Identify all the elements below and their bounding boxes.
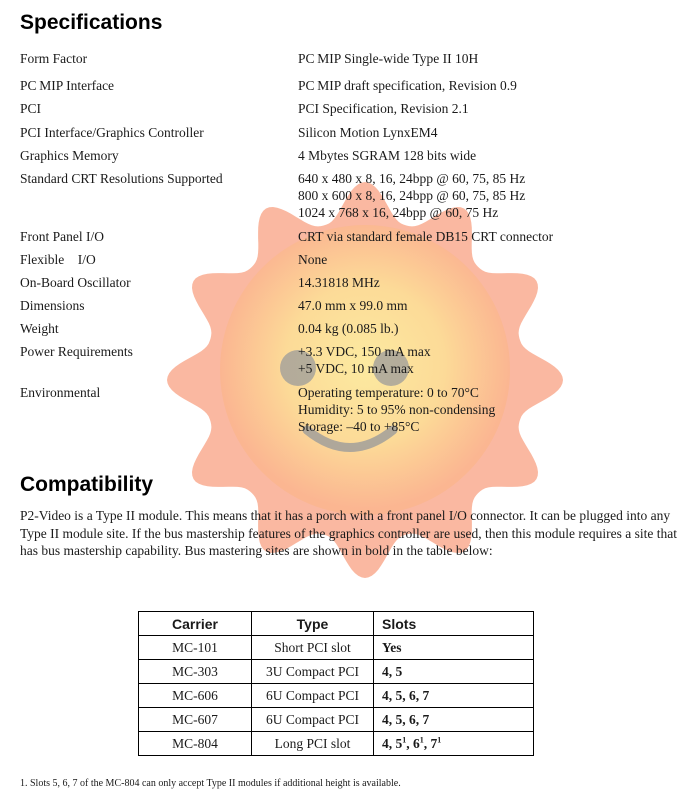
spec-value <box>298 384 680 435</box>
spec-value <box>298 170 680 221</box>
spec-value-line: 1024 x 768 x 16, 24bpp @ 60, 75 Hz <box>298 205 499 220</box>
slots-text: 4, 5 <box>382 663 403 679</box>
spec-value <box>298 100 680 117</box>
spec-value-line: Humidity: 5 to 95% non-condensing <box>298 402 496 417</box>
spec-label: Standard CRT Resolutions Supported <box>20 171 223 186</box>
compatibility-paragraph: P2-Video is a Type II module. This means that it has a porch with a front panel I/O connector. It can be plugged into any Type II module site. If the bus mastership features of the graphics controller are used, then this module requires a site that has bus mastership capability. Bus mastering sites are shown in bold in the table below: <box>20 508 677 558</box>
spec-row <box>20 124 680 141</box>
spec-label: Graphics Memory <box>20 148 119 163</box>
spec-label: PCI <box>20 101 42 116</box>
slots-text: , 6 <box>406 735 420 751</box>
spec-row <box>20 147 680 164</box>
spec-value <box>298 228 680 245</box>
spec-row <box>20 100 680 117</box>
slots-cell <box>374 708 534 732</box>
spec-label: Front Panel I/O <box>20 229 104 244</box>
spec-value-line: 640 x 480 x 8, 16, 24bpp @ 60, 75, 85 Hz <box>298 171 526 186</box>
table-row <box>139 684 534 708</box>
table-row <box>139 660 534 684</box>
spec-row <box>20 297 680 314</box>
carrier-cell: MC-606 <box>139 684 252 708</box>
spec-row <box>20 50 680 67</box>
spec-value-line: Storage: –40 to +85°C <box>298 419 420 434</box>
spec-value <box>298 251 680 268</box>
type-column-header: Type <box>252 612 374 636</box>
slots-cell <box>374 684 534 708</box>
spec-label: PC MIP Interface <box>20 78 115 93</box>
spec-value-line: None <box>298 252 328 267</box>
spec-label: Weight <box>20 321 59 336</box>
slots-text: , 7 <box>423 735 438 751</box>
spec-value <box>298 50 680 67</box>
spec-value-line: +5 VDC, 10 mA max <box>298 361 414 376</box>
spec-value-line: 800 x 600 x 8, 16, 24bpp @ 60, 75, 85 Hz <box>298 188 526 203</box>
spec-label: On-Board Oscillator <box>20 275 131 290</box>
footnote-marker: 1 <box>402 735 407 744</box>
table-row <box>139 732 534 756</box>
slots-cell <box>374 636 534 660</box>
spec-value-line: PC MIP Single-wide Type II 10H <box>298 51 479 66</box>
compatibility-heading: Compatibility <box>20 473 154 496</box>
slots-cell <box>374 660 534 684</box>
spec-value-line: 14.31818 MHz <box>298 275 380 290</box>
slots-text: 4, 5 <box>382 735 403 751</box>
table-row <box>139 636 534 660</box>
footnote: 1. Slots 5, 6, 7 of the MC-804 can only accept Type II modules if additional height is available. <box>20 778 401 789</box>
spec-value <box>298 147 680 164</box>
spec-value-line: Operating temperature: 0 to 70°C <box>298 385 479 400</box>
slots-column-header: Slots <box>374 612 534 636</box>
spec-row <box>20 228 680 245</box>
type-cell: 3U Compact PCI <box>252 660 374 684</box>
spec-value <box>298 343 680 377</box>
spec-value-line: 4 Mbytes SGRAM 128 bits wide <box>298 148 477 163</box>
type-cell: Short PCI slot <box>252 636 374 660</box>
spec-row <box>20 77 680 94</box>
table-row <box>139 708 534 732</box>
slots-cell <box>374 732 534 756</box>
spec-row <box>20 343 680 377</box>
type-cell: 6U Compact PCI <box>252 708 374 732</box>
spec-value-line: +3.3 VDC, 150 mA max <box>298 344 431 359</box>
spec-value-line: CRT via standard female DB15 CRT connector <box>298 229 554 244</box>
spec-value <box>298 297 680 314</box>
carrier-cell: MC-303 <box>139 660 252 684</box>
footnote-marker: 1 <box>419 735 424 744</box>
spec-value <box>298 124 680 141</box>
spec-row <box>20 320 680 337</box>
spec-value-line: Silicon Motion LynxEM4 <box>298 125 438 140</box>
slots-text: Yes <box>382 639 402 655</box>
spec-label: Flexible I/O <box>20 252 96 267</box>
spec-label: Dimensions <box>20 298 85 313</box>
spec-value-line: PC MIP draft specification, Revision 0.9 <box>298 78 517 93</box>
table-header-row <box>139 612 534 636</box>
spec-value <box>298 77 680 94</box>
spec-value <box>298 320 680 337</box>
type-cell: Long PCI slot <box>252 732 374 756</box>
spec-row <box>20 384 680 435</box>
slots-text: 4, 5, 6, 7 <box>382 687 430 703</box>
spec-value-line: PCI Specification, Revision 2.1 <box>298 101 469 116</box>
spec-label: Power Requirements <box>20 344 133 359</box>
spec-value-line: 0.04 kg (0.085 lb.) <box>298 321 399 336</box>
carrier-cell: MC-607 <box>139 708 252 732</box>
specifications-heading: Specifications <box>20 11 163 34</box>
spec-label: PCI Interface/Graphics Controller <box>20 125 204 140</box>
carrier-cell: MC-804 <box>139 732 252 756</box>
spec-value-line: 47.0 mm x 99.0 mm <box>298 298 408 313</box>
footnote-marker: 1 <box>437 735 442 744</box>
spec-value <box>298 274 680 291</box>
slots-text: 4, 5, 6, 7 <box>382 711 430 727</box>
carrier-column-header: Carrier <box>139 612 252 636</box>
spec-label: Form Factor <box>20 51 88 66</box>
carrier-cell: MC-101 <box>139 636 252 660</box>
spec-row <box>20 274 680 291</box>
spec-row <box>20 251 680 268</box>
spec-label: Environmental <box>20 385 101 400</box>
compatibility-table <box>138 611 534 756</box>
spec-row <box>20 170 680 221</box>
type-cell: 6U Compact PCI <box>252 684 374 708</box>
